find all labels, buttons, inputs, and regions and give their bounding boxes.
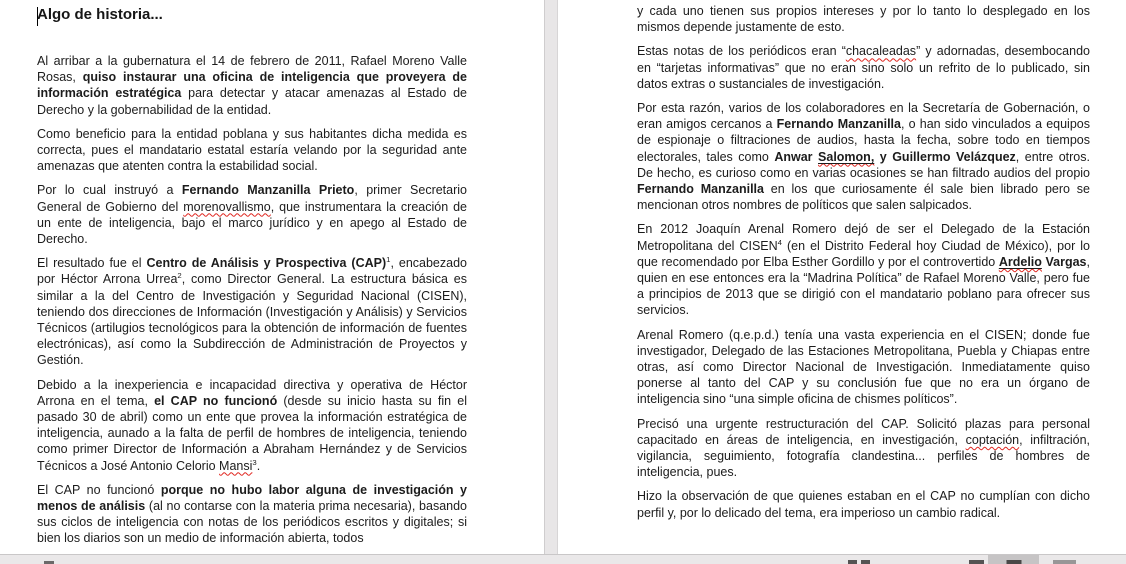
text-run: , que instrumentara la creación de un ente de inteligencia, bajo el marco jurídico y en apego al Estado de Derecho. (37, 199, 468, 247)
misspelled-word: Mansi (219, 458, 253, 473)
paragraph[interactable] (37, 377, 467, 474)
text-run: El CAP no funcionó (37, 482, 161, 497)
text-run: (al no contarse con la materia prima necesaria), basando sus ciclos de inteligencia con notas de los periódicos escritos y digitales; si bien los diarios son un medio de información abierta, todos (37, 499, 467, 546)
text-run: 1 (386, 255, 391, 265)
paragraph[interactable] (637, 327, 1090, 408)
text-run: el CAP no funcionó (154, 393, 278, 408)
text-run: , o han sido vinculados a equipos de espionaje o filtraciones de audios, hasta la fecha, sobre todo en tiempos electorales, tales como (637, 117, 1090, 164)
text-run: Hizo la observación de que quienes estaban en el CAP no cumplían con dicho perfil y, por lo delicado del tema, era imperioso un cambio radical. (637, 489, 1090, 520)
text-run: y cada uno tienen sus propios intereses y por lo tanto lo desplegado en los mismos depende justamente de esto. (637, 4, 1090, 35)
text-run: , quien en ese entonces era la “Madrina Política” de Rafael Moreno Valle, pero fue a principios de 2013 que se dirigió con el mandatario poblano para ofrecer sus servicios. (637, 254, 1090, 318)
paragraph[interactable] (637, 221, 1090, 318)
status-bar (0, 554, 1126, 564)
paragraph[interactable] (637, 3, 1090, 35)
text-run: Por esta razón, varios de los colaboradores en la Secretaría de Gobernación, o eran amigos cercanos a (637, 101, 1090, 132)
text-run: Por lo cual instruyó a (37, 183, 182, 198)
paragraph[interactable] (637, 488, 1090, 520)
left-page-paragraphs (37, 53, 467, 547)
text-run: 4 (777, 237, 782, 247)
misspelled-word: morenovallismo (183, 199, 271, 214)
text-run: , como Director General. La estructura básica es similar a la del Centro de Investigación y Seguridad Nacional (CISEN), teniendo dos direcciones de Información (Investigación y Análisis) y Servicios Técnicos (artilugios tecnológicos para la obtención de información de fuentes electrónicas), así como la Subdirección de Administración de Proyectos y Gestión. (37, 272, 467, 368)
text-run: para detectar y atacar amenazas al Estado de Derecho y la gobernabilidad de la entidad. (37, 86, 467, 117)
paragraph[interactable] (37, 255, 467, 368)
left-page-text-column (37, 6, 467, 555)
text-run: (en el Distrito Federal hoy Ciudad de México), por lo que recomendado por Elba Esther Gordillo y por el controvertido (637, 238, 1090, 269)
text-run: El resultado fue el (37, 256, 147, 271)
text-run: porque no hubo labor alguna de investigación y menos de análisis (37, 482, 468, 514)
paragraph[interactable] (37, 182, 467, 247)
paragraph[interactable] (37, 126, 467, 175)
text-run: Fernando Manzanilla (776, 117, 901, 132)
misspelled-word: Salomon, (818, 149, 875, 164)
misspelled-word: Ardelio (998, 254, 1042, 269)
text-run: , entre otros. De hecho, es curioso como en varias ocasiones se han filtrado audios del propio (637, 149, 1090, 180)
text-run: Centro de Análisis y Prospectiva (CAP) (146, 256, 387, 271)
document-page-right[interactable] (557, 0, 1126, 555)
document-page-left[interactable] (0, 0, 545, 555)
text-run: Estas notas de los periódicos eran “ (637, 44, 846, 59)
text-run: . (256, 458, 261, 473)
document-title[interactable]: Algo de historia... (37, 6, 163, 23)
text-run: Precisó una urgente restructuración del CAP. Solicitó plazas para personal capacitado en áreas de inteligencia, en investigación, (637, 416, 1090, 447)
misspelled-word: chacaleadas (845, 44, 917, 59)
paragraph[interactable] (37, 53, 467, 118)
text-run: Como beneficio para la entidad poblana y sus habitantes dicha medida es correcta, pues el mandatario estatal estaría velando por la seguridad ante amenazas que atenten contra la estabilidad social. (37, 126, 467, 174)
right-page-text-column (637, 3, 1090, 529)
text-run: , encabezado por Héctor Arrona Urrea (37, 256, 467, 287)
text-run: ” y adornadas, desembocando en “tarjetas informativas” que no eran sino solo un refrito de lo publicado, sin datos extras o sustanciales de investigación. (637, 44, 1090, 91)
misspelled-word: coptación (965, 432, 1020, 447)
text-run: y Guillermo Velázquez (874, 149, 1016, 164)
paragraph[interactable] (637, 100, 1090, 213)
text-run: En 2012 Joaquín Arenal Romero dejó de ser el Delegado de la Estación Metropolitana del CISEN (637, 222, 1090, 253)
web-layout-icon[interactable] (1053, 560, 1076, 564)
text-run: 3 (252, 457, 257, 467)
text-run: quiso instaurar una oficina de inteligencia que proveyera de información estratégica (37, 70, 467, 101)
text-run: 2 (177, 271, 182, 281)
print-layout-glyph (1006, 560, 1021, 564)
text-run: en los que curiosamente él sale bien librado pero se mencionan otros nombres de políticos que salen salpicados. (637, 182, 1090, 213)
text-run: , infiltración, vigilancia, seguimiento, fotografía clandestina... perfiles de hombres de inteligencia, pues. (637, 432, 1090, 480)
right-page-paragraphs (637, 3, 1090, 521)
text-run: (desde su inicio hasta su fin el pasado 30 de abril) como un ente que provea la información estratégica de inteligencia, aunado a la falta de perfil de hombres de inteligencia, teniendo como primer Director de Información a Abraham Hernández y de Servicios Técnicos a José Antonio Celorio (37, 393, 467, 473)
text-run: Anwar (774, 149, 819, 164)
print-layout-icon[interactable] (988, 555, 1039, 564)
text-run: Arenal Romero (q.e.p.d.) tenía una vasta experiencia en el CISEN; donde fue investigador, Delegado de las Estaciones Metropolitana, Puebla y Chiapas entre otras, así como Director Nacional de Investigación. Inmediatamente quiso ponerse al tanto del CAP y su conclusión fue que no era un órgano de inteligencia sino “una simple oficina de chismes políticos”. (637, 327, 1090, 407)
text-run: , primer Secretario General de Gobierno del (37, 183, 467, 214)
read-mode-icon[interactable] (969, 560, 984, 564)
text-run: Vargas (1041, 254, 1087, 269)
text-run: Fernando Manzanilla Prieto (181, 183, 355, 198)
text-run: Al arribar a la gubernatura el 14 de febrero de 2011, Rafael Moreno Valle Rosas, (37, 54, 467, 85)
status-text-fragment (861, 560, 870, 564)
text-run: Debido a la inexperiencia e incapacidad directiva y operativa de Héctor Arrona en el tema, (37, 377, 467, 408)
paragraph[interactable] (37, 482, 467, 547)
paragraph[interactable] (637, 416, 1090, 481)
status-text-fragment (848, 560, 857, 564)
paragraph[interactable] (637, 43, 1090, 92)
text-run: Fernando Manzanilla (637, 182, 764, 197)
